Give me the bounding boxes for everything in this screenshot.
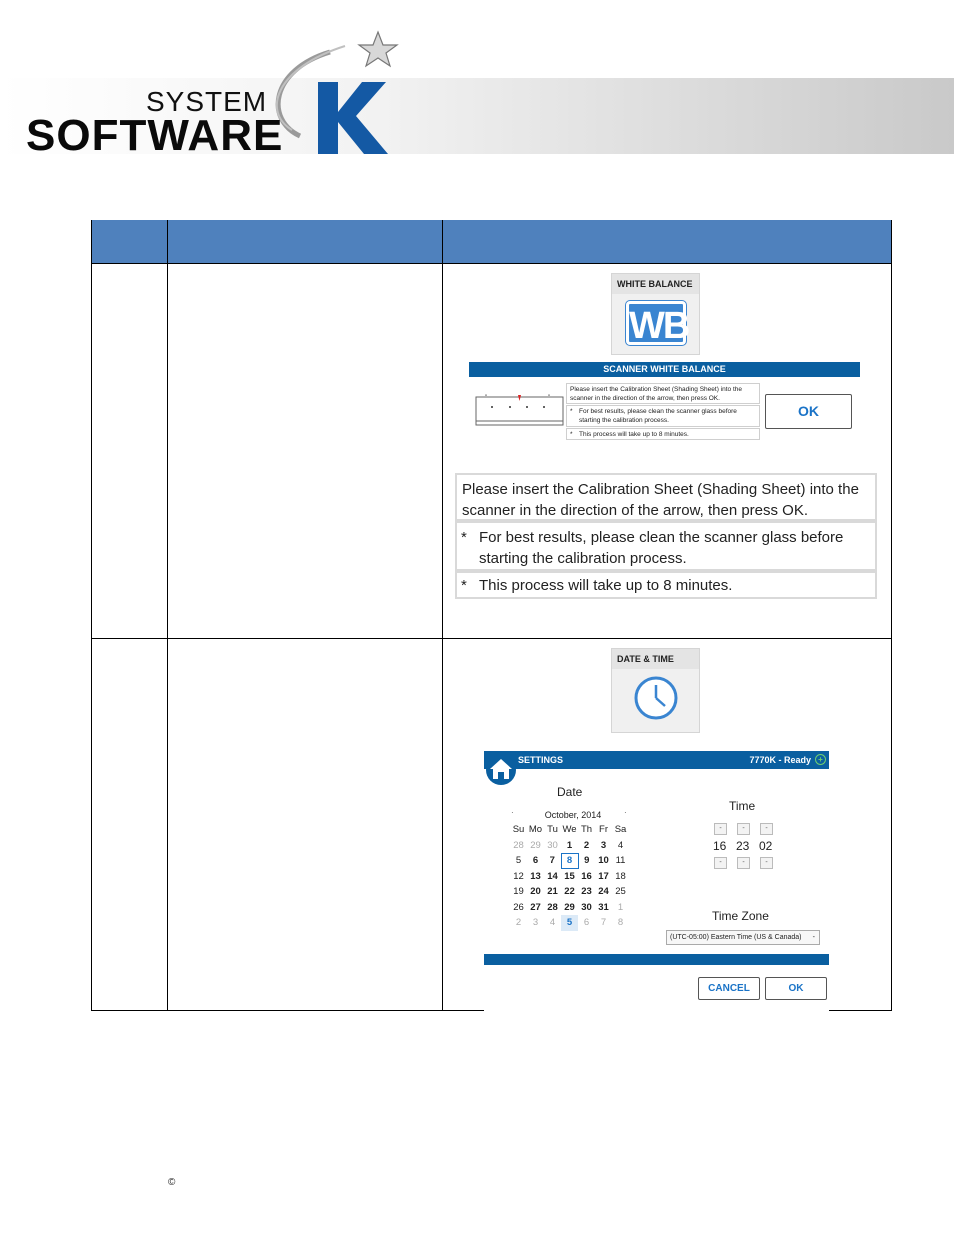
settings-bottom-bar (484, 954, 829, 965)
calendar-day[interactable]: 4 (549, 917, 556, 929)
date-label: Date (557, 785, 583, 799)
ok-button[interactable]: OK (765, 977, 827, 1000)
white-balance-ok-button[interactable]: OK (765, 394, 852, 429)
calendar-day[interactable]: 12 (513, 870, 524, 882)
calendar-day[interactable]: 30 (547, 839, 558, 851)
calendar-day[interactable]: 5 (561, 915, 578, 931)
large-bullet-2: * (461, 577, 467, 594)
calendar-day[interactable]: 2 (515, 917, 522, 929)
calendar-next-icon[interactable]: · (624, 808, 627, 817)
calendar-days (510, 838, 629, 931)
calendar-day[interactable]: 24 (598, 886, 609, 898)
timezone-select[interactable] (666, 930, 820, 945)
calendar-day[interactable]: 19 (513, 886, 524, 898)
large-note-2 (455, 571, 877, 599)
calendar-day[interactable]: 7 (600, 917, 607, 929)
calendar-week-row (510, 884, 629, 900)
weekday-we: We (562, 824, 577, 836)
calendar-day[interactable]: 2 (583, 839, 590, 851)
scanner-white-balance-title-bar: SCANNER WHITE BALANCE (469, 362, 860, 377)
calendar-day[interactable]: 18 (615, 870, 626, 882)
weekday-sa: Sa (614, 824, 627, 836)
minute-up-button[interactable]: - (737, 823, 750, 835)
calendar-day[interactable]: 9 (584, 855, 590, 867)
logo-text-software: SOFTWARE (26, 111, 284, 160)
hour-down-button[interactable]: - (714, 857, 727, 869)
calendar-day[interactable]: 6 (532, 855, 539, 867)
white-balance-tile[interactable] (611, 273, 700, 355)
svg-text:": " (485, 395, 488, 401)
large-note-1 (455, 521, 877, 571)
weekday-tu: Tu (547, 824, 558, 836)
calendar-weekday-row (510, 822, 629, 838)
small-note-2-text: This process will take up to 8 minutes. (579, 431, 689, 438)
calendar-day[interactable]: 13 (530, 870, 541, 882)
table-border-right (891, 220, 892, 1011)
large-note-1-text: For best results, please clean the scanner glass before starting the calibration process. (479, 529, 844, 567)
small-note-2 (566, 428, 760, 440)
calendar-day[interactable]: 10 (598, 855, 609, 867)
calendar-day[interactable]: 17 (598, 870, 609, 882)
column-divider-1 (167, 220, 168, 1011)
calendar-day[interactable]: 1 (566, 839, 573, 851)
calendar-week-row (510, 838, 629, 854)
calendar-day[interactable]: 27 (530, 901, 541, 913)
calendar-month-label: October, 2014 (544, 810, 602, 820)
small-note-1-text: For best results, please clean the scanner glass before starting the calibration process. (579, 408, 737, 424)
calendar-prev-icon[interactable]: · (511, 808, 514, 817)
steps-table (91, 220, 892, 1011)
second-up-button[interactable]: - (760, 823, 773, 835)
calendar-day[interactable]: 8 (561, 853, 578, 869)
row-divider-1 (91, 638, 892, 639)
home-icon[interactable] (484, 753, 518, 785)
calendar-day[interactable]: 29 (564, 901, 575, 913)
calendar-day[interactable]: 8 (617, 917, 624, 929)
calendar-day[interactable]: 23 (581, 886, 592, 898)
date-time-tile[interactable] (611, 648, 700, 733)
calendar-day[interactable]: 11 (615, 855, 626, 867)
weekday-th: Th (580, 824, 593, 836)
calendar-day[interactable]: 31 (598, 901, 609, 913)
clock-icon (633, 675, 679, 721)
timezone-selected-value: (UTC-05:00) Eastern Time (US & Canada) (670, 934, 802, 941)
calendar-day[interactable]: 20 (530, 886, 541, 898)
calendar-day[interactable]: 26 (513, 901, 524, 913)
table-border-left (91, 220, 92, 1011)
calendar-day[interactable]: 15 (564, 871, 575, 882)
calendar-day[interactable]: 25 (615, 886, 626, 898)
calendar-day[interactable]: 29 (530, 839, 541, 851)
minute-down-button[interactable]: - (737, 857, 750, 869)
table-header-row (91, 220, 892, 263)
hour-value[interactable]: 16 (713, 839, 727, 853)
second-down-button[interactable]: - (760, 857, 773, 869)
weekday-fr: Fr (599, 824, 608, 836)
calendar-day[interactable]: 7 (549, 855, 555, 867)
large-note-2-text: This process will take up to 8 minutes. (479, 577, 733, 594)
calendar-day[interactable]: 3 (600, 839, 607, 851)
column-divider-2 (442, 220, 443, 1011)
calendar-day[interactable]: 4 (617, 839, 624, 851)
chevron-down-icon: - (812, 934, 815, 941)
calendar-grid (510, 822, 629, 931)
small-bullet-1: * (570, 408, 573, 415)
calendar-week-row (510, 869, 629, 885)
calendar-week-row (510, 900, 629, 916)
weekday-mo: Mo (528, 824, 543, 836)
wb-icon: WB (626, 301, 686, 345)
calendar-day[interactable]: 28 (547, 901, 558, 913)
calendar-day[interactable]: 21 (547, 886, 558, 898)
small-note-1 (566, 405, 760, 427)
printer-status: 7770K - Ready (749, 755, 811, 765)
large-bullet-1: * (461, 529, 467, 546)
calendar-day[interactable]: 5 (515, 855, 522, 867)
svg-text:": " (548, 395, 551, 401)
calendar-day[interactable]: 28 (513, 839, 524, 851)
date-time-tile-title: DATE & TIME (612, 649, 699, 669)
time-label: Time (729, 799, 756, 813)
row-divider-header (91, 263, 892, 264)
calendar-week-row (510, 915, 629, 931)
logo-text-system: SYSTEM (146, 86, 268, 117)
small-bullet-2: * (570, 431, 573, 438)
ready-status-icon: + (815, 754, 826, 765)
hour-up-button[interactable]: - (714, 823, 727, 835)
timezone-label: Time Zone (712, 909, 769, 923)
calendar-week-row (510, 853, 629, 869)
settings-title: SETTINGS (518, 755, 564, 765)
calendar-day[interactable]: 1 (617, 901, 624, 913)
minute-value[interactable]: 23 (736, 839, 750, 853)
calendar-day[interactable]: 16 (581, 870, 592, 882)
settings-title-bar (484, 751, 829, 769)
copyright-symbol: © (168, 1177, 176, 1188)
white-balance-tile-title: WHITE BALANCE (612, 274, 699, 294)
small-instruction-text: Please insert the Calibration Sheet (Shading Sheet) into the scanner in the direction of the arrow, then press OK. (566, 383, 760, 404)
calendar-day[interactable]: 14 (547, 870, 558, 882)
second-value[interactable]: 02 (759, 839, 773, 853)
cancel-button[interactable]: CANCEL (698, 977, 760, 1000)
calendar-day[interactable]: 3 (532, 917, 539, 929)
weekday-su: Su (512, 824, 525, 836)
calibration-sheet-diagram (475, 393, 565, 429)
calendar-day[interactable]: 30 (581, 901, 592, 913)
calendar-day[interactable]: 22 (564, 886, 575, 898)
large-instruction-text: Please insert the Calibration Sheet (Shading Sheet) into the scanner in the direction of the arrow, then press OK. (455, 473, 877, 521)
calendar-day[interactable]: 6 (583, 917, 590, 929)
